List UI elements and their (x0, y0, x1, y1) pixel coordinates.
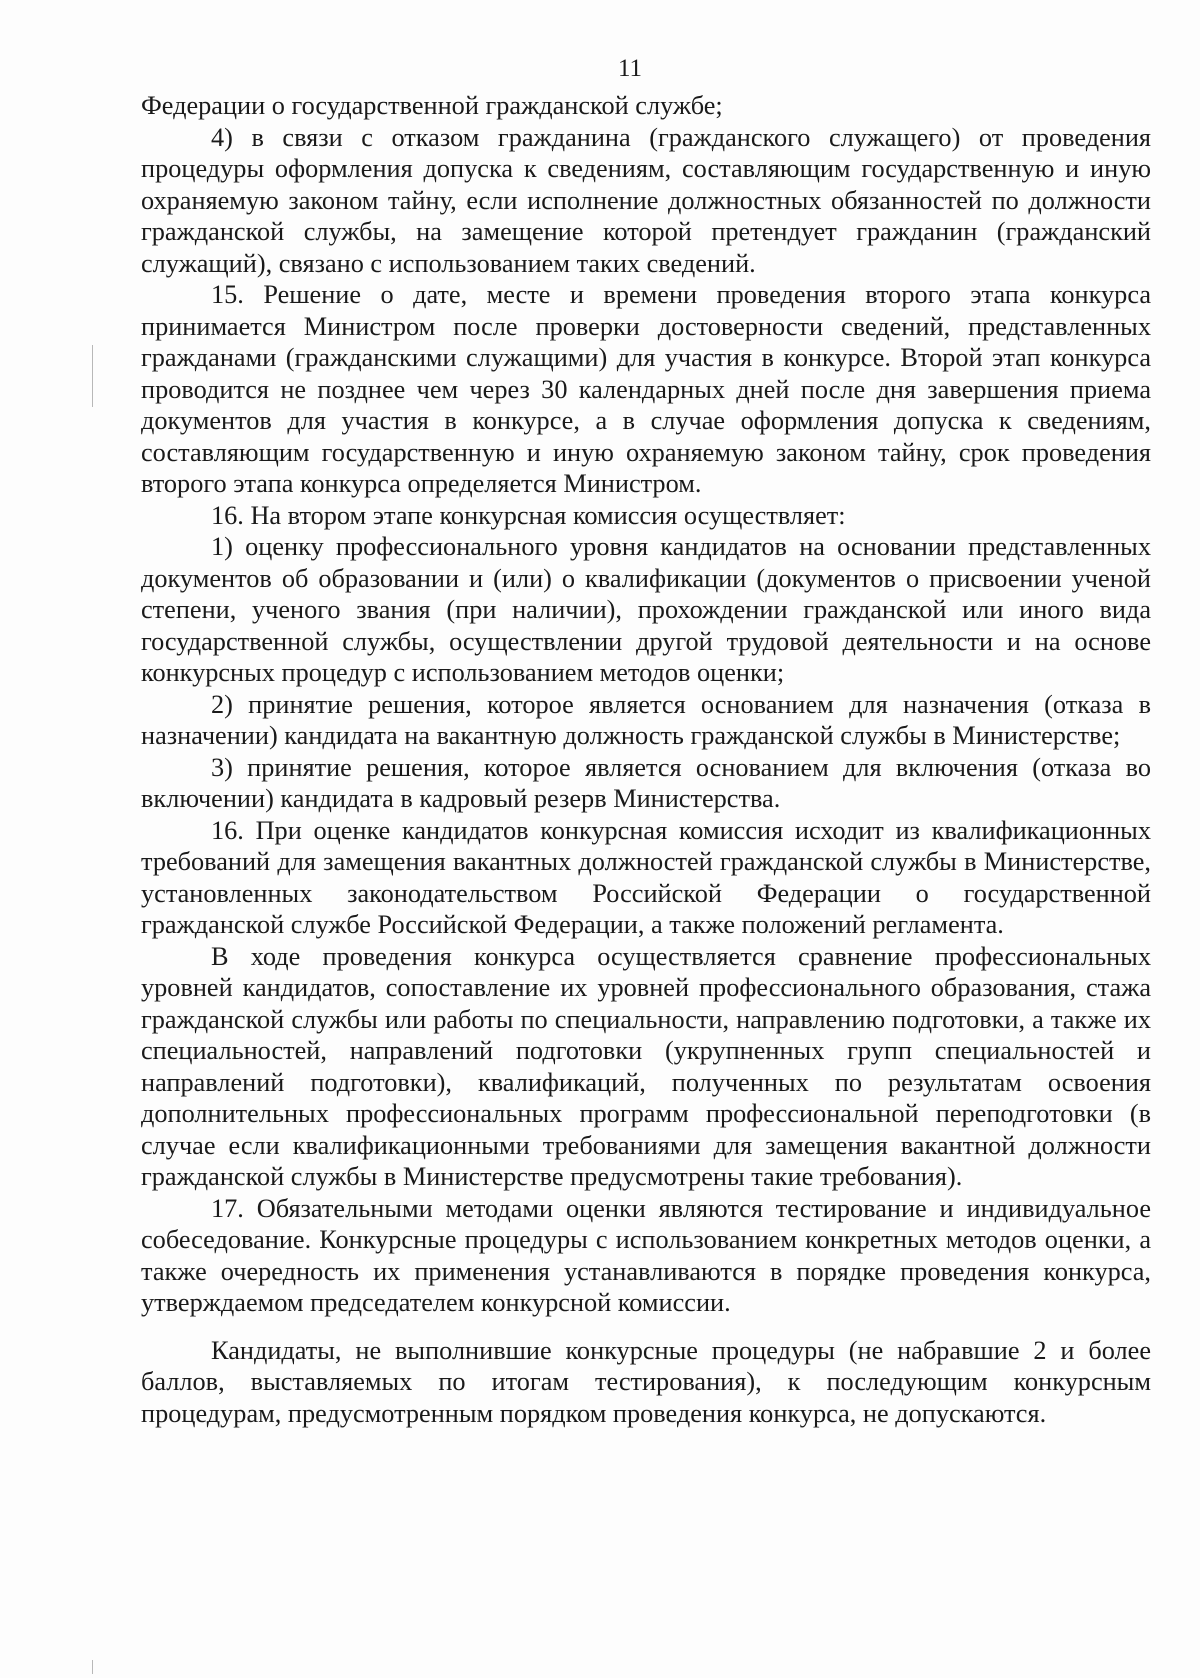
paragraph-16-item-3: 3) принятие решения, которое является основанием для включения (отказа во включении) кандидата в кадровый резерв Министерства. (141, 752, 1151, 813)
margin-mark (92, 1660, 93, 1674)
paragraph-15: 15. Решение о дате, месте и времени проведения второго этапа конкурса принимается Министром после проверки достоверности сведений, представленных гражданами (гражданскими служащими) для участия в конкурсе. Второй этап конкурса проводится не позднее чем через 30 календарных дней после дня завершения приема документов для участия в конкурсе, а в случае оформления допуска к сведениям, составляющим государственную и иную охраняемую законом тайну, срок проведения второго этапа конкурса определяется Министром. (141, 280, 1151, 498)
margin-mark (92, 345, 93, 407)
paragraph-16-item-1: 1) оценку профессионального уровня кандидатов на основании представленных документов об образовании и (или) о квалификации (документов о присвоении ученой степени, ученого звания (при наличии), прохождении гражданской или иного вида государственной службы, осуществлении другой трудовой деятельности и на основе конкурсных процедур с использованием методов оценки; (141, 532, 1151, 687)
paragraph-16-evaluation: 16. При оценке кандидатов конкурсная комиссия исходит из квалификационных требований для замещения вакантных должностей гражданской службы в Министерстве, установленных законодательством Российской Федерации о государственной гражданской службе Российской Федерации, а также положений регламента. (141, 815, 1151, 939)
paragraph-16-item-2: 2) принятие решения, которое является основанием для назначения (отказа в назначении) кандидата на вакантную должность гражданской службы в Министерстве; (141, 689, 1151, 750)
paragraph-item-4: 4) в связи с отказом гражданина (гражданского служащего) от проведения процедуры оформления допуска к сведениям, составляющим государственную и иную охраняемую законом тайну, если исполнение должностных обязанностей по должности гражданской службы, на замещение которой претендует гражданин (гражданский служащий), связано с использованием таких сведений. (141, 122, 1151, 278)
paragraph-candidates: Кандидаты, не выполнившие конкурсные процедуры (не набравшие 2 и более баллов, выставляемых по итогам тестирования), к последующим конкурсным процедурам, предусмотренным порядком проведения конкурса, не допускаются. (141, 1335, 1151, 1428)
paragraph-17: 17. Обязательными методами оценки являются тестирование и индивидуальное собеседование. Конкурсные процедуры с использованием конкретных методов оценки, а также очередность их применения устанавливаются в порядке проведения конкурса, утверждаемом председателем конкурсной комиссии. (141, 1193, 1151, 1317)
page-number: 11 (617, 55, 643, 82)
paragraph-continuation: Федерации о государственной гражданской службе; (141, 91, 723, 120)
paragraph-16-intro: 16. На втором этапе конкурсная комиссия осуществляет: (211, 500, 846, 530)
document-body (141, 90, 1151, 1429)
paragraph-comparison: В ходе проведения конкурса осуществляется сравнение профессиональных уровней кандидатов, сопоставление их уровней профессионального образования, стажа гражданской службы или работы по специальности, направлению подготовки, а также их специальностей, направлений подготовки (укрупненных групп специальностей и направлений подготовки), квалификаций, полученных по результатам освоения дополнительных профессиональных программ профессиональной переподготовки (в случае если квалификационными требованиями для замещения вакантной должности гражданской службы в Министерстве предусмотрены такие требования). (141, 941, 1151, 1191)
